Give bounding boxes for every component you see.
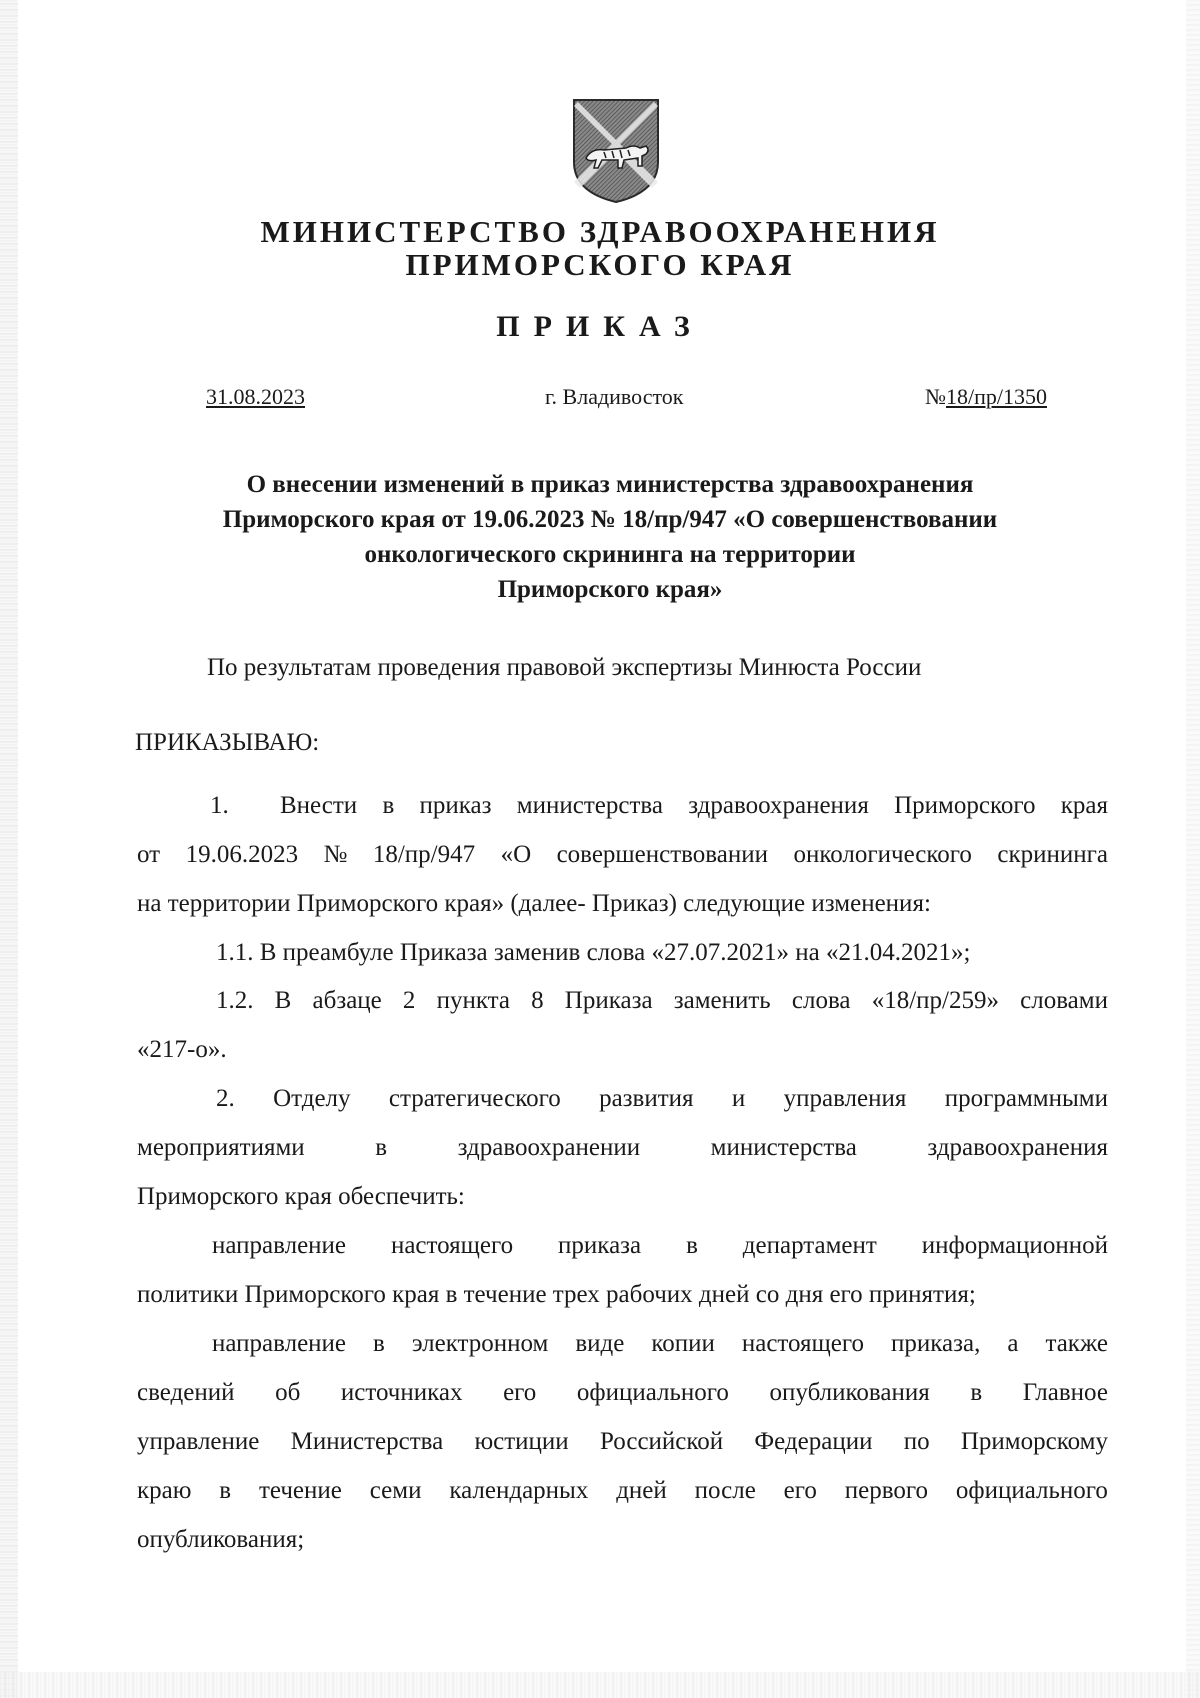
word: здравоохранения	[927, 1134, 1108, 1161]
word: сведений	[137, 1379, 235, 1406]
word: официального	[576, 1379, 729, 1406]
word: течение	[258, 1477, 342, 1504]
word: развития	[599, 1085, 694, 1112]
subject-line: Приморского края»	[497, 576, 723, 603]
order-subject	[160, 467, 1060, 607]
word: первого	[844, 1477, 929, 1504]
word: а	[1007, 1330, 1019, 1357]
word: приказ	[419, 792, 492, 819]
word: дней	[616, 1477, 667, 1504]
paragraph-line	[137, 1428, 1108, 1456]
word: также	[1045, 1330, 1108, 1357]
word: после	[694, 1477, 756, 1504]
word: мероприятиями	[137, 1134, 305, 1161]
word: слова	[791, 987, 851, 1014]
ministry-name-line1: МИНИСТЕРСТВО ЗДРАВООХРАНЕНИЯ	[260, 214, 940, 249]
order-number-value: 18/пр/1350	[946, 384, 1047, 409]
word: заменить	[673, 987, 771, 1014]
order-number	[925, 384, 1047, 410]
word: №	[323, 841, 348, 868]
word: Министерства	[290, 1428, 444, 1455]
word: «О	[500, 841, 532, 868]
word: приказа,	[891, 1330, 981, 1357]
scan-edge-bottom	[0, 1672, 1200, 1698]
word: в	[375, 1134, 388, 1161]
coat-of-arms-emblem	[568, 96, 664, 206]
word: юстиции	[474, 1428, 569, 1455]
word: программными	[944, 1085, 1108, 1112]
word: краю	[137, 1477, 192, 1504]
paragraph-line	[212, 1330, 1108, 1358]
word: в	[373, 1330, 385, 1357]
paragraph-line	[212, 1232, 1108, 1260]
word: здравоохранении	[457, 1134, 641, 1161]
paragraph-line: политики Приморского края в течение трех рабочих дней со дня его принятия;	[137, 1281, 976, 1308]
subject-line: Приморского края от 19.06.2023 № 18/пр/947 «О совершенствовании	[222, 506, 998, 533]
item-1-number: 1.	[210, 792, 229, 819]
paragraph-line	[216, 1085, 1108, 1113]
word: приказа	[558, 1232, 642, 1259]
word: его	[783, 1477, 817, 1504]
word: Российской	[599, 1428, 724, 1455]
word: в	[219, 1477, 232, 1504]
word: министерства	[516, 792, 663, 819]
word: по	[903, 1428, 930, 1455]
word: Приказа	[564, 987, 653, 1014]
subject-line: онкологического скрининга на территории	[364, 541, 856, 568]
word: настоящего	[390, 1232, 514, 1259]
word: информационной	[921, 1232, 1108, 1259]
word: департамент	[742, 1232, 877, 1259]
paragraph-line	[137, 841, 1108, 869]
word: его	[503, 1379, 537, 1406]
word: электронном	[411, 1330, 549, 1357]
word: в	[686, 1232, 698, 1259]
paragraph-line: опубликования;	[137, 1526, 305, 1553]
paragraph-line	[137, 1379, 1108, 1407]
word: управление	[137, 1428, 260, 1455]
word: Внести	[280, 792, 358, 819]
word: стратегического	[388, 1085, 561, 1112]
word: совершенствовании	[556, 841, 769, 868]
word: 18/пр/947	[372, 841, 476, 868]
word: словами	[1020, 987, 1108, 1014]
word: семи	[369, 1477, 422, 1504]
paragraph-line	[137, 1477, 1108, 1505]
word: в	[970, 1379, 983, 1406]
word: 2.	[216, 1085, 235, 1112]
word: об	[275, 1379, 301, 1406]
paragraph-line: Приморского края обеспечить:	[137, 1183, 465, 1210]
word: официального	[955, 1477, 1108, 1504]
word: Приморскому	[960, 1428, 1108, 1455]
word: скрининга	[997, 841, 1108, 868]
word: пункта	[436, 987, 510, 1014]
word: В	[274, 987, 292, 1014]
word: в	[382, 792, 395, 819]
word: «18/пр/259»	[871, 987, 999, 1014]
word: Отделу	[273, 1085, 351, 1112]
paragraph-line: на территории Приморского края» (далее- Приказ) следующие изменения:	[137, 890, 931, 917]
subject-line: О внесении изменений в приказ министерства здравоохранения	[246, 471, 974, 498]
word: источниках	[340, 1379, 463, 1406]
word: настоящего	[741, 1330, 865, 1357]
word: и	[731, 1085, 746, 1112]
ministry-name-line2: ПРИМОРСКОГО КРАЯ	[405, 247, 795, 282]
word: от	[137, 841, 161, 868]
word: онкологического	[793, 841, 972, 868]
word: 8	[531, 987, 544, 1014]
word: Федерации	[754, 1428, 873, 1455]
word: 1.2.	[216, 987, 254, 1014]
word: Приморского	[894, 792, 1036, 819]
word: календарных	[449, 1477, 589, 1504]
item-1-1: 1.1. В преамбуле Приказа заменив слова «27.07.2021» на «21.04.2021»;	[216, 939, 971, 966]
word: виде	[575, 1330, 625, 1357]
order-date: 31.08.2023	[206, 384, 305, 409]
order-directive: ПРИКАЗЫВАЮ:	[135, 729, 320, 756]
word: опубликования	[769, 1379, 930, 1406]
paragraph-line	[280, 792, 1108, 820]
order-city: г. Владивосток	[545, 384, 684, 409]
word: копии	[651, 1330, 715, 1357]
word: здравоохранения	[688, 792, 869, 819]
order-number-prefix: №	[925, 384, 946, 409]
paragraph-line	[216, 987, 1108, 1015]
basis-paragraph: По результатам проведения правовой экспертизы Минюста России	[207, 654, 922, 681]
word: края	[1060, 792, 1108, 819]
word: направление	[212, 1232, 347, 1259]
word: 2	[402, 987, 416, 1014]
word: министерства	[710, 1134, 857, 1161]
document-type-title: ПРИКАЗ	[496, 310, 704, 343]
paragraph-line	[137, 1134, 1108, 1162]
word: направление	[212, 1330, 347, 1357]
word: 19.06.2023	[185, 841, 299, 868]
paragraph-line: «217-о».	[137, 1036, 227, 1063]
word: управления	[783, 1085, 907, 1112]
word: Главное	[1022, 1379, 1108, 1406]
word: абзаце	[312, 987, 382, 1014]
